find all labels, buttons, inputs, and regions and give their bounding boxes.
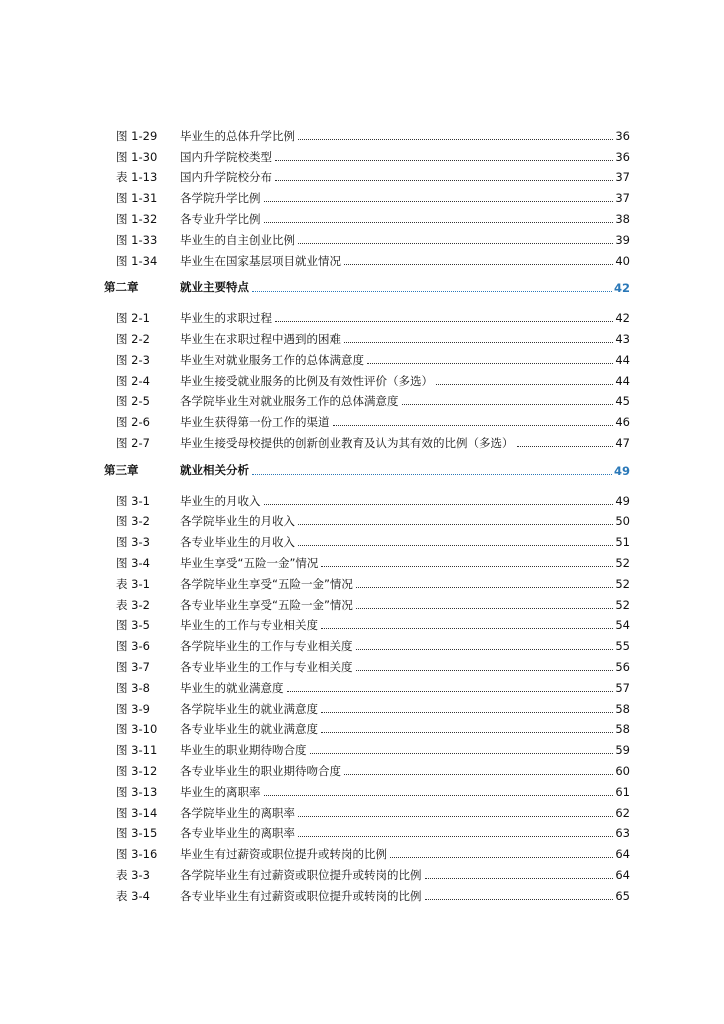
- toc-entry-number: 图 1-32: [116, 211, 158, 226]
- toc-entry[interactable]: [104, 388, 630, 409]
- toc-page-number: 60: [615, 763, 630, 778]
- toc-entry-number: 表 3-1: [116, 576, 150, 591]
- toc-entry-title: 各学院毕业生的工作与专业相关度: [180, 639, 353, 654]
- toc-entry-title: 毕业生在国家基层项目就业情况: [180, 253, 341, 268]
- toc-entry[interactable]: [104, 429, 630, 450]
- toc-entry[interactable]: [104, 367, 630, 388]
- toc-entry-title: 各学院毕业生享受“五险一金”情况: [180, 576, 353, 591]
- toc-page-number: 37: [615, 191, 630, 206]
- toc-page-number: 37: [615, 170, 630, 185]
- toc-entry[interactable]: [104, 508, 630, 529]
- toc-entry[interactable]: [104, 549, 630, 570]
- toc-dot-leader: [356, 670, 614, 671]
- toc-entry-title: 毕业生获得第一份工作的渠道: [180, 415, 330, 430]
- toc-dot-leader: [402, 404, 614, 405]
- toc-dot-leader: [298, 524, 613, 525]
- toc-entry-title: 各专业毕业生有过薪资或职位提升或转岗的比例: [180, 888, 422, 903]
- toc-page-number: 36: [615, 128, 630, 143]
- toc-entry-number: 表 3-2: [116, 597, 150, 612]
- toc-page-number: 59: [615, 743, 630, 758]
- toc-entry-title: 毕业生的就业满意度: [180, 680, 284, 695]
- toc-entry-number: 图 2-4: [116, 373, 150, 388]
- toc-entry-number: 第二章: [104, 280, 139, 295]
- toc-dot-leader: [287, 691, 614, 692]
- toc-entry-number: 图 3-3: [116, 535, 150, 550]
- toc-entry-number: 图 3-11: [116, 743, 158, 758]
- toc-entry[interactable]: [104, 325, 630, 346]
- toc-entry[interactable]: [104, 840, 630, 861]
- toc-entry-title: 就业主要特点: [180, 280, 249, 295]
- toc-page-number: 49: [615, 493, 630, 508]
- toc-dot-leader: [425, 878, 614, 879]
- toc-entry[interactable]: [104, 799, 630, 820]
- toc-entry-title: 各学院毕业生的离职率: [180, 805, 295, 820]
- toc-entry-number: 图 1-31: [116, 191, 158, 206]
- toc-entry[interactable]: [104, 205, 630, 226]
- toc-page-number: 36: [615, 149, 630, 164]
- toc-dot-leader: [275, 321, 613, 322]
- toc-entry[interactable]: [104, 408, 630, 429]
- toc-dot-leader: [344, 774, 613, 775]
- toc-entry[interactable]: [104, 861, 630, 882]
- toc-entry-number: 图 1-34: [116, 253, 158, 268]
- toc-entry-title: 各专业毕业生享受“五险一金”情况: [180, 597, 353, 612]
- toc-dot-leader: [264, 201, 614, 202]
- toc-entry-title: 国内升学院校类型: [180, 149, 272, 164]
- toc-entry-number: 图 1-29: [116, 128, 158, 143]
- toc-entry[interactable]: [104, 184, 630, 205]
- toc-dot-leader: [356, 649, 614, 650]
- toc-entry-title: 毕业生的职业期待吻合度: [180, 743, 307, 758]
- toc-page-number: 56: [615, 659, 630, 674]
- toc-entry-title: 各学院毕业生对就业服务工作的总体满意度: [180, 394, 399, 409]
- toc-entry-number: 图 3-15: [116, 826, 158, 841]
- toc-entry-number: 图 3-2: [116, 514, 150, 529]
- toc-page-number: 46: [615, 415, 630, 430]
- toc-dot-leader: [425, 899, 614, 900]
- toc-entry-title: 毕业生的总体升学比例: [180, 128, 295, 143]
- toc-entry-title: 毕业生的月收入: [180, 493, 261, 508]
- toc-entry-title: 国内升学院校分布: [180, 170, 272, 185]
- toc-page-number: 52: [615, 555, 630, 570]
- toc-dot-leader: [252, 291, 612, 292]
- toc-entry[interactable]: [104, 346, 630, 367]
- toc-dot-leader: [321, 628, 613, 629]
- toc-dot-leader: [356, 608, 613, 609]
- toc-entry-number: 图 2-2: [116, 331, 150, 346]
- toc-dot-leader: [298, 243, 613, 244]
- toc-page-number: 52: [615, 597, 630, 612]
- toc-entry-number: 图 1-33: [116, 232, 158, 247]
- toc-page-number: 58: [615, 701, 630, 716]
- toc-entry[interactable]: [104, 820, 630, 841]
- toc-dot-leader: [275, 160, 613, 161]
- toc-entry-number: 表 3-4: [116, 888, 150, 903]
- toc-page-number: 58: [615, 722, 630, 737]
- toc-entry-title: 毕业生享受“五险一金”情况: [180, 555, 319, 570]
- toc-page-number: 52: [615, 576, 630, 591]
- table-of-contents: [104, 122, 630, 903]
- toc-entry-title: 各学院毕业生的就业满意度: [180, 701, 318, 716]
- toc-entry[interactable]: [104, 143, 630, 164]
- toc-entry-number: 图 3-8: [116, 680, 150, 695]
- toc-dot-leader: [344, 264, 613, 265]
- toc-entry-title: 各学院毕业生的月收入: [180, 514, 295, 529]
- toc-page-number: 54: [615, 618, 630, 633]
- toc-entry[interactable]: [104, 653, 630, 674]
- toc-entry-number: 图 3-13: [116, 784, 158, 799]
- toc-entry-number: 表 3-3: [116, 867, 150, 882]
- toc-entry-number: 图 3-14: [116, 805, 158, 820]
- toc-entry[interactable]: [104, 716, 630, 737]
- toc-entry-title: 毕业生对就业服务工作的总体满意度: [180, 352, 364, 367]
- toc-dot-leader: [252, 474, 612, 475]
- toc-entry[interactable]: [104, 778, 630, 799]
- toc-chapter-heading[interactable]: [104, 457, 630, 478]
- toc-entry-title: 各专业毕业生的工作与专业相关度: [180, 659, 353, 674]
- toc-page-number: 43: [615, 331, 630, 346]
- toc-entry[interactable]: [104, 247, 630, 268]
- toc-page-number: 44: [615, 373, 630, 388]
- toc-page-number: 50: [615, 514, 630, 529]
- toc-entry[interactable]: [104, 570, 630, 591]
- toc-entry[interactable]: [104, 591, 630, 612]
- toc-dot-leader: [321, 566, 613, 567]
- toc-entry[interactable]: [104, 304, 630, 325]
- toc-dot-leader: [264, 795, 614, 796]
- toc-entry[interactable]: [104, 695, 630, 716]
- toc-entry-title: 毕业生有过薪资或职位提升或转岗的比例: [180, 847, 387, 862]
- toc-entry-title: 各学院升学比例: [180, 191, 261, 206]
- toc-page-number: 55: [615, 639, 630, 654]
- toc-page-number: 64: [615, 847, 630, 862]
- toc-entry[interactable]: [104, 487, 630, 508]
- toc-dot-leader: [436, 384, 613, 385]
- toc-dot-leader: [298, 816, 613, 817]
- toc-dot-leader: [264, 222, 614, 223]
- toc-entry-title: 毕业生接受母校提供的创新创业教育及认为其有效的比例（多选）: [180, 435, 514, 450]
- toc-entry-title: 毕业生的求职过程: [180, 311, 272, 326]
- toc-dot-leader: [367, 363, 613, 364]
- toc-page-number: 61: [615, 784, 630, 799]
- toc-dot-leader: [344, 342, 613, 343]
- toc-dot-leader: [275, 180, 613, 181]
- toc-entry[interactable]: [104, 882, 630, 903]
- toc-entry[interactable]: [104, 674, 630, 695]
- toc-entry-title: 各学院毕业生有过薪资或职位提升或转岗的比例: [180, 867, 422, 882]
- toc-entry[interactable]: [104, 612, 630, 633]
- toc-entry-title: 各专业毕业生的月收入: [180, 535, 295, 550]
- toc-entry-number: 图 3-1: [116, 493, 150, 508]
- toc-entry-title: 毕业生的离职率: [180, 784, 261, 799]
- toc-entry-number: 表 1-13: [116, 170, 158, 185]
- toc-page-number: 64: [615, 867, 630, 882]
- toc-page-number: 65: [615, 888, 630, 903]
- toc-page-number: 44: [615, 352, 630, 367]
- toc-entry[interactable]: [104, 632, 630, 653]
- toc-dot-leader: [298, 139, 613, 140]
- toc-entry[interactable]: [104, 757, 630, 778]
- toc-page-number: 62: [615, 805, 630, 820]
- toc-entry-number: 第三章: [104, 462, 139, 477]
- toc-dot-leader: [390, 857, 613, 858]
- toc-dot-leader: [321, 712, 613, 713]
- toc-chapter-heading[interactable]: [104, 275, 630, 296]
- toc-entry-number: 图 3-9: [116, 701, 150, 716]
- toc-entry-title: 各专业毕业生的离职率: [180, 826, 295, 841]
- toc-entry-title: 各专业升学比例: [180, 211, 261, 226]
- toc-dot-leader: [333, 425, 614, 426]
- toc-page-number: 49: [613, 463, 630, 478]
- toc-page-number: 57: [615, 680, 630, 695]
- toc-entry-number: 图 3-16: [116, 847, 158, 862]
- toc-page-number: 51: [615, 535, 630, 550]
- toc-dot-leader: [310, 753, 614, 754]
- toc-entry-number: 图 2-3: [116, 352, 150, 367]
- toc-dot-leader: [356, 587, 613, 588]
- toc-entry[interactable]: [104, 528, 630, 549]
- toc-entry-number: 图 1-30: [116, 149, 158, 164]
- toc-dot-leader: [517, 446, 614, 447]
- toc-entry-title: 毕业生的自主创业比例: [180, 232, 295, 247]
- toc-entry-title: 毕业生接受就业服务的比例及有效性评价（多选）: [180, 373, 433, 388]
- toc-entry[interactable]: [104, 736, 630, 757]
- toc-entry-title: 各专业毕业生的就业满意度: [180, 722, 318, 737]
- toc-entry-number: 图 3-6: [116, 639, 150, 654]
- toc-page-number: 40: [615, 253, 630, 268]
- toc-entry-number: 图 2-1: [116, 311, 150, 326]
- toc-page-number: 45: [615, 394, 630, 409]
- toc-entry-title: 毕业生在求职过程中遇到的困难: [180, 331, 341, 346]
- toc-entry-number: 图 3-5: [116, 618, 150, 633]
- toc-page-number: 42: [615, 311, 630, 326]
- toc-entry[interactable]: [104, 226, 630, 247]
- toc-page-number: 42: [613, 281, 630, 296]
- toc-dot-leader: [298, 836, 613, 837]
- toc-page-number: 47: [615, 435, 630, 450]
- toc-page-number: 38: [615, 211, 630, 226]
- toc-dot-leader: [298, 545, 613, 546]
- toc-dot-leader: [264, 504, 614, 505]
- toc-entry[interactable]: [104, 164, 630, 185]
- toc-entry-title: 毕业生的工作与专业相关度: [180, 618, 318, 633]
- toc-entry-number: 图 2-5: [116, 394, 150, 409]
- toc-entry-number: 图 3-12: [116, 763, 158, 778]
- toc-entry-title: 各专业毕业生的职业期待吻合度: [180, 763, 341, 778]
- toc-entry-number: 图 2-7: [116, 435, 150, 450]
- toc-page-number: 63: [615, 826, 630, 841]
- toc-entry-number: 图 3-7: [116, 659, 150, 674]
- toc-dot-leader: [321, 732, 613, 733]
- toc-entry-number: 图 3-4: [116, 555, 150, 570]
- toc-entry-title: 就业相关分析: [180, 462, 249, 477]
- toc-page-number: 39: [615, 232, 630, 247]
- toc-entry-number: 图 3-10: [116, 722, 158, 737]
- toc-entry-number: 图 2-6: [116, 415, 150, 430]
- toc-entry[interactable]: [104, 122, 630, 143]
